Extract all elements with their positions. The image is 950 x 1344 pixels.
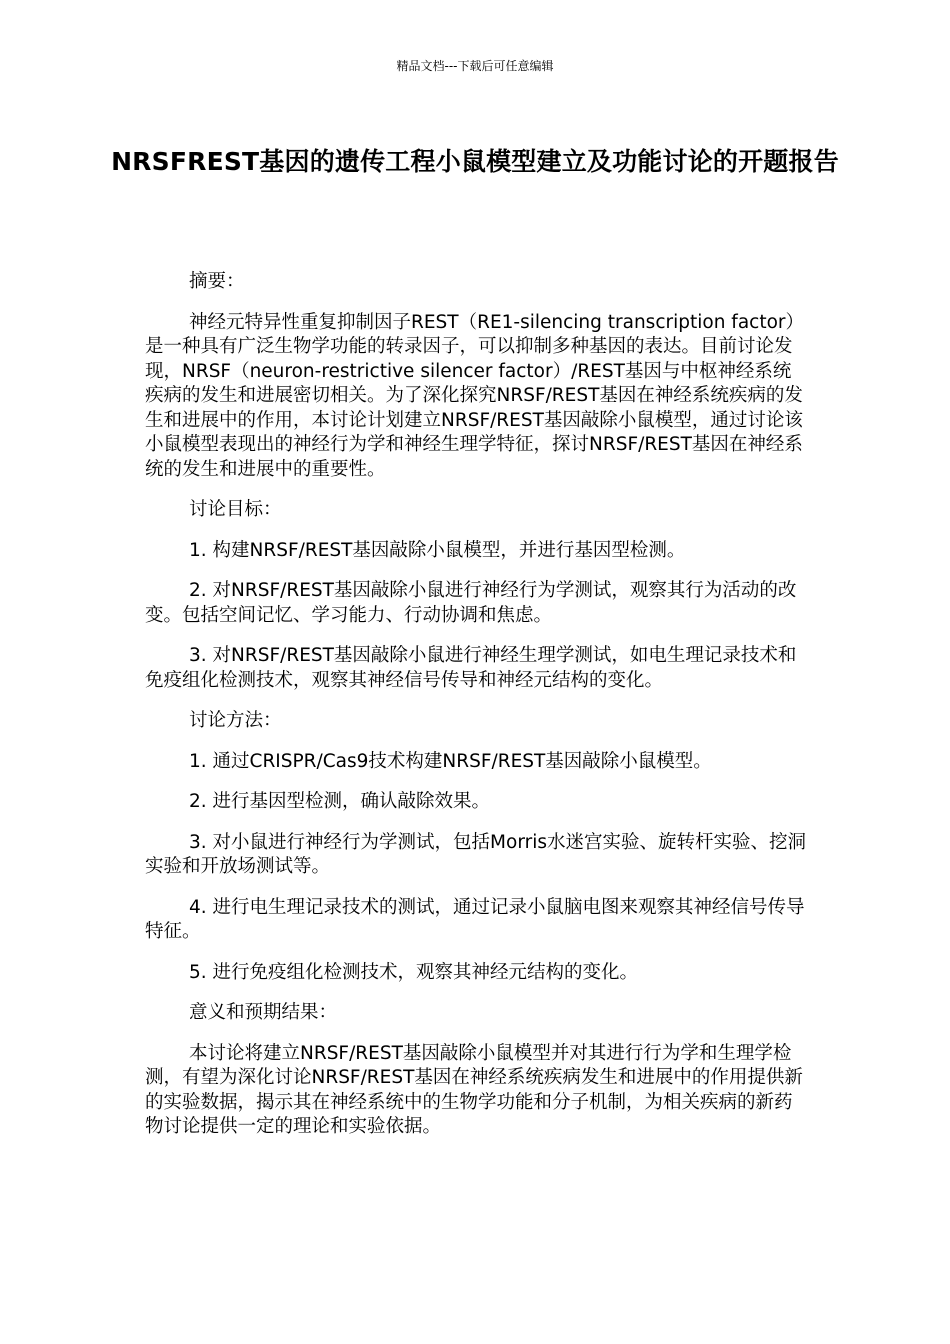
- goal-item: 1. 构建NRSF/REST基因敲除小鼠模型，并进行基因型检测。: [189, 539, 686, 561]
- header-note: 精品文档---下载后可任意编辑: [396, 59, 554, 73]
- document-body: [145, 270, 807, 1156]
- method-item: 3. 对小鼠进行神经行为学测试，包括Morris水迷宫实验、旋转杆实验、挖洞实验和开放场测试等。: [145, 831, 806, 877]
- goal-item: 2. 对NRSF/REST基因敲除小鼠进行神经行为学测试，观察其行为活动的改变。包括空间记忆、学习能力、行动协调和焦虑。: [145, 580, 797, 626]
- method-item: 5. 进行免疫组化检测技术，观察其神经元结构的变化。: [189, 961, 639, 983]
- method-item: 1. 通过CRISPR/Cas9技术构建NRSF/REST基因敲除小鼠模型。: [189, 750, 712, 772]
- goal-item: 3. 对NRSF/REST基因敲除小鼠进行神经生理学测试，如电生理记录技术和免疫组化检测技术，观察其神经信号传导和神经元结构的变化。: [145, 645, 797, 691]
- abstract-heading: 摘要：: [189, 271, 245, 292]
- goals-heading: 讨论目标：: [189, 499, 282, 520]
- significance-heading: 意义和预期结果：: [189, 1002, 338, 1023]
- document-title: NRSFREST基因的遗传工程小鼠模型建立及功能讨论的开题报告: [111, 147, 839, 176]
- method-item: 4. 进行电生理记录技术的测试，通过记录小鼠脑电图来观察其神经信号传导特征。: [145, 896, 805, 942]
- abstract-paragraph: 神经元特异性重复抑制因子REST（RE1-silencing transcription factor）是一种具有广泛生物学功能的转录因子，可以抑制多种基因的表达。目前讨论发现，NRSF（neuron-restrictive silencer factor）/REST基因与中枢神经系统疾病的发生和进展密切相关。为了深化探究NRSF/REST基因在神经系统疾病的发生和进展中的作用，本讨论计划建立NRSF/REST基因敲除小鼠模型，通过讨论该小鼠模型表现出的神经行为学和神经生理学特征，探讨NRSF/REST基因在神经系统的发生和进展中的重要性。: [145, 311, 804, 480]
- methods-heading: 讨论方法：: [189, 710, 282, 731]
- significance-paragraph: 本讨论将建立NRSF/REST基因敲除小鼠模型并对其进行行为学和生理学检测，有望为深化讨论NRSF/REST基因在神经系统疾病发生和进展中的作用提供新的实验数据，揭示其在神经系统中的生物学功能和分子机制，为相关疾病的新药物讨论提供一定的理论和实验依据。: [145, 1042, 803, 1137]
- method-item: 2. 进行基因型检测，确认敲除效果。: [189, 791, 491, 812]
